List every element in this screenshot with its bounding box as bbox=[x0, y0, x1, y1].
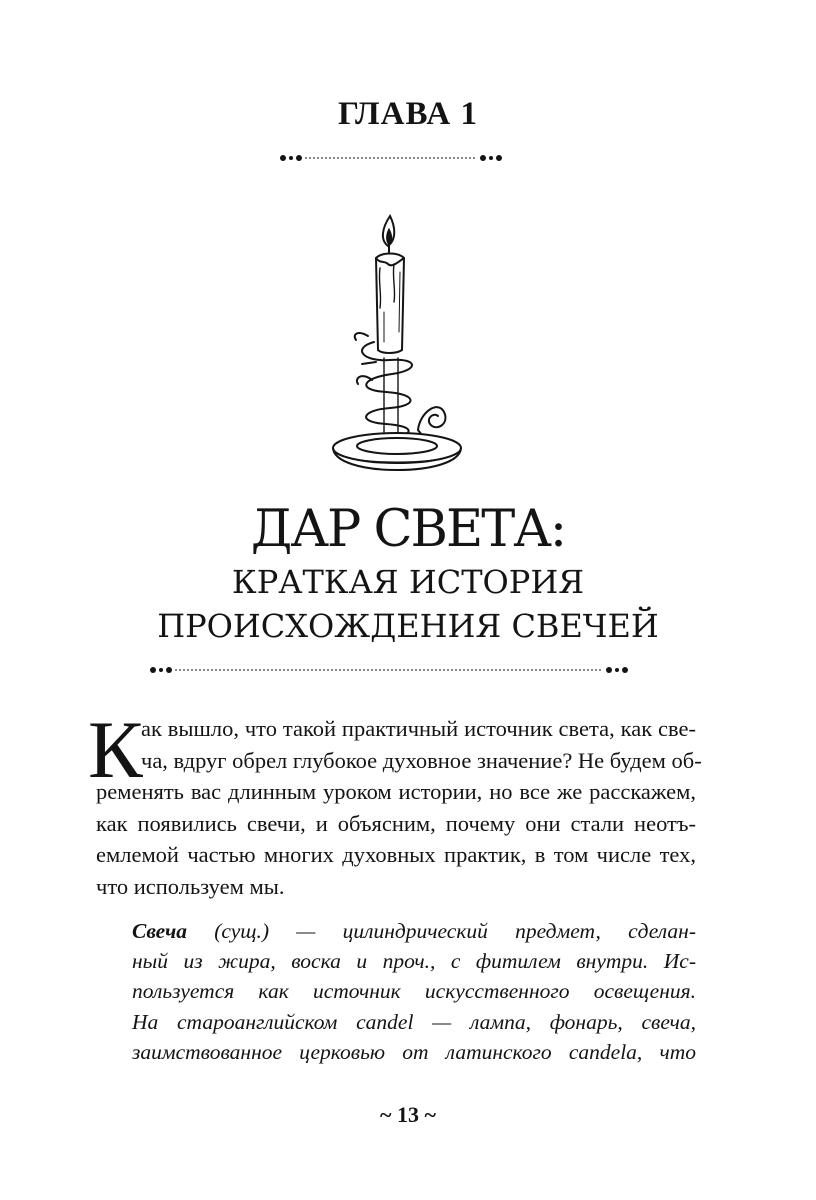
page-number: ~ 13 ~ bbox=[380, 1102, 436, 1127]
paragraph-line: как появились свечи, и объясним, почему они стали неотъ- bbox=[96, 810, 696, 836]
definition-line-rest: (сущ.) — цилиндрический предмет, сделан- bbox=[186, 919, 696, 943]
paragraph-line: ак вышло, что такой практичный источник света, как све- bbox=[141, 716, 696, 741]
paragraph-line: что используем мы. bbox=[96, 873, 285, 899]
chapter-title-line-2: КРАТКАЯ ИСТОРИЯ bbox=[231, 563, 585, 601]
definition-block bbox=[132, 916, 696, 1067]
bottom-ornament-divider bbox=[150, 662, 628, 678]
paragraph-line: ременять вас длинным уроком истории, но все же расскажем, bbox=[96, 779, 696, 804]
definition-line: ный из жира, воска и проч., с фитилем внутри. Ис- bbox=[132, 949, 696, 974]
definition-term: Свеча bbox=[132, 919, 187, 943]
intro-paragraph bbox=[96, 713, 702, 902]
paragraph-line: ча, вдруг обрел глубокое духовное значение? Не будем об- bbox=[141, 747, 702, 773]
chapter-heading: ГЛАВА 1 bbox=[338, 96, 478, 132]
definition-line: На староанглийском candel — лампа, фонарь, свеча, bbox=[132, 1009, 696, 1034]
candle-illustration bbox=[322, 212, 472, 474]
chapter-title-line-1: ДАР СВЕТА: bbox=[250, 500, 566, 559]
definition-line: заимствованное церковью от латинского candela, что bbox=[132, 1039, 696, 1064]
definition-line bbox=[132, 916, 696, 946]
chapter-title-line-3: ПРОИСХОЖДЕНИЯ СВЕЧЕЙ bbox=[157, 607, 659, 645]
top-ornament-divider bbox=[280, 150, 502, 166]
definition-line: пользуется как источник искусственного освещения. bbox=[132, 979, 696, 1004]
drop-cap: К bbox=[88, 704, 143, 795]
paragraph-line: емлемой частью многих духовных практик, в том числе тех, bbox=[96, 842, 696, 867]
